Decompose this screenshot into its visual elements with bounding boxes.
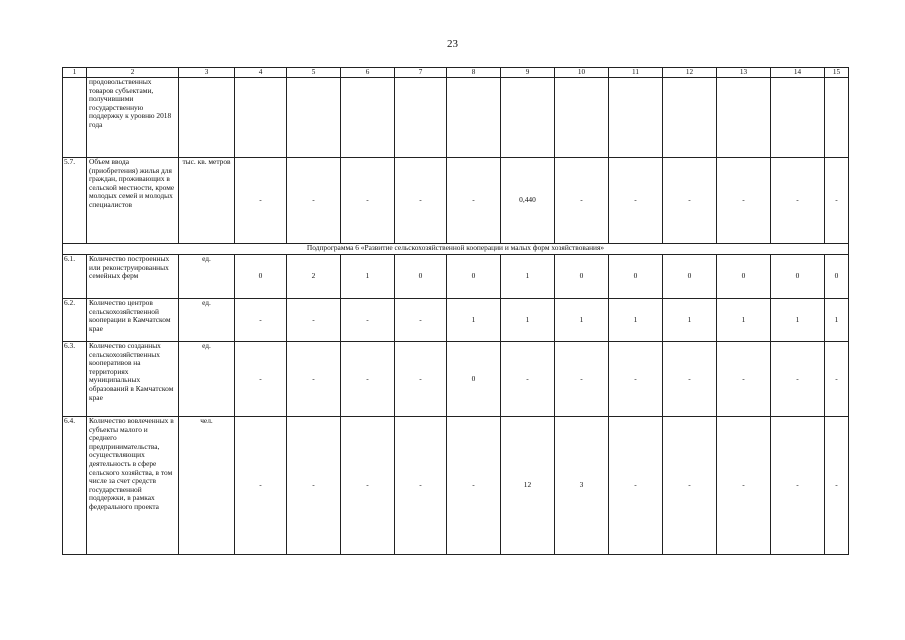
value-cell: - — [501, 342, 555, 417]
column-header: 9 — [501, 68, 555, 78]
value-cell: 0 — [447, 255, 501, 299]
value-cell: - — [235, 158, 287, 244]
unit-of-measure — [179, 78, 235, 158]
value-cell — [447, 78, 501, 158]
column-header: 7 — [395, 68, 447, 78]
value-cell: - — [235, 342, 287, 417]
value-cell: - — [555, 342, 609, 417]
value-cell: 0 — [717, 255, 771, 299]
value-cell: 1 — [609, 299, 663, 342]
row-number — [63, 78, 87, 158]
unit-of-measure: тыс. кв. метров — [179, 158, 235, 244]
column-header: 1 — [63, 68, 87, 78]
value-cell: - — [395, 417, 447, 555]
value-cell: - — [341, 342, 395, 417]
value-cell: - — [287, 299, 341, 342]
value-cell: - — [717, 417, 771, 555]
value-cell: 0 — [447, 342, 501, 417]
value-cell: - — [771, 417, 825, 555]
value-cell: - — [609, 417, 663, 555]
column-header: 10 — [555, 68, 609, 78]
subprogram-title: Подпрограмма 6 «Развитие сельскохозяйственной кооперации и малых форм хозяйствования» — [63, 244, 849, 255]
subprogram-row — [63, 244, 849, 255]
page-number: 23 — [447, 38, 458, 50]
value-cell: - — [447, 417, 501, 555]
value-cell — [341, 78, 395, 158]
value-cell: - — [663, 342, 717, 417]
value-cell — [395, 78, 447, 158]
column-header: 15 — [825, 68, 849, 78]
value-cell: - — [717, 158, 771, 244]
value-cell: 1 — [501, 255, 555, 299]
column-header: 14 — [771, 68, 825, 78]
value-cell: 1 — [341, 255, 395, 299]
value-cell: 2 — [287, 255, 341, 299]
value-cell: - — [771, 342, 825, 417]
value-cell: - — [287, 158, 341, 244]
column-header: 11 — [609, 68, 663, 78]
value-cell — [717, 78, 771, 158]
value-cell: - — [609, 158, 663, 244]
value-cell: - — [341, 158, 395, 244]
value-cell: - — [717, 342, 771, 417]
value-cell: 1 — [447, 299, 501, 342]
indicator-name: Объем ввода (приобретения) жилья для граждан, проживающих в сельской местности, кроме молодых семей и молодых специалистов — [87, 158, 179, 244]
value-cell: 1 — [663, 299, 717, 342]
value-cell: 1 — [717, 299, 771, 342]
row-number: 6.2. — [63, 299, 87, 342]
value-cell: 1 — [771, 299, 825, 342]
value-cell: 0 — [395, 255, 447, 299]
unit-of-measure: чел. — [179, 417, 235, 555]
value-cell: - — [825, 417, 849, 555]
column-header: 6 — [341, 68, 395, 78]
value-cell: - — [395, 158, 447, 244]
table-header-row — [63, 68, 849, 78]
column-header: 12 — [663, 68, 717, 78]
value-cell: - — [825, 342, 849, 417]
value-cell: 3 — [555, 417, 609, 555]
value-cell — [235, 78, 287, 158]
value-cell: 1 — [501, 299, 555, 342]
row-number: 5.7. — [63, 158, 87, 244]
value-cell: 12 — [501, 417, 555, 555]
table-row — [63, 255, 849, 299]
column-header: 3 — [179, 68, 235, 78]
value-cell — [609, 78, 663, 158]
value-cell: - — [287, 342, 341, 417]
value-cell: 0 — [609, 255, 663, 299]
value-cell — [501, 78, 555, 158]
value-cell: - — [395, 299, 447, 342]
column-header: 8 — [447, 68, 501, 78]
value-cell: 0 — [825, 255, 849, 299]
unit-of-measure: ед. — [179, 342, 235, 417]
column-header: 4 — [235, 68, 287, 78]
table-row — [63, 417, 849, 555]
value-cell: - — [825, 158, 849, 244]
table-row — [63, 158, 849, 244]
column-header: 5 — [287, 68, 341, 78]
value-cell: 0 — [555, 255, 609, 299]
value-cell: - — [287, 417, 341, 555]
indicator-name: Количество построенных или реконструированных семейных ферм — [87, 255, 179, 299]
value-cell: - — [663, 158, 717, 244]
value-cell — [771, 78, 825, 158]
table-row — [63, 78, 849, 158]
value-cell: 0 — [663, 255, 717, 299]
value-cell — [663, 78, 717, 158]
table-row — [63, 342, 849, 417]
value-cell: - — [395, 342, 447, 417]
value-cell — [825, 78, 849, 158]
indicator-name: продовольственных товаров субъектами, получившими государственную поддержку к уровню 2018 года — [87, 78, 179, 158]
row-number: 6.4. — [63, 417, 87, 555]
indicators-table — [62, 67, 849, 555]
value-cell: - — [447, 158, 501, 244]
column-header: 2 — [87, 68, 179, 78]
value-cell: - — [341, 299, 395, 342]
value-cell — [555, 78, 609, 158]
unit-of-measure: ед. — [179, 299, 235, 342]
row-number: 6.1. — [63, 255, 87, 299]
value-cell: - — [771, 158, 825, 244]
value-cell: - — [555, 158, 609, 244]
value-cell: 1 — [555, 299, 609, 342]
value-cell: 0 — [771, 255, 825, 299]
value-cell: 0,440 — [501, 158, 555, 244]
unit-of-measure: ед. — [179, 255, 235, 299]
column-header: 13 — [717, 68, 771, 78]
value-cell: 1 — [825, 299, 849, 342]
row-number: 6.3. — [63, 342, 87, 417]
indicator-name: Количество вовлеченных в субъекты малого и среднего предпринимательства, осуществляющих деятельность в сфере сельского хозяйства, в том числе за счет средств государственной поддержки, в рамках федерального проекта — [87, 417, 179, 555]
value-cell — [287, 78, 341, 158]
indicator-name: Количество центров сельскохозяйственной кооперации в Камчатском крае — [87, 299, 179, 342]
table-row — [63, 299, 849, 342]
value-cell: - — [341, 417, 395, 555]
value-cell: - — [235, 417, 287, 555]
indicator-name: Количество созданных сельскохозяйственных кооперативов на территориях муниципальных образований в Камчатском крае — [87, 342, 179, 417]
value-cell: - — [663, 417, 717, 555]
value-cell: 0 — [235, 255, 287, 299]
value-cell: - — [609, 342, 663, 417]
value-cell: - — [235, 299, 287, 342]
